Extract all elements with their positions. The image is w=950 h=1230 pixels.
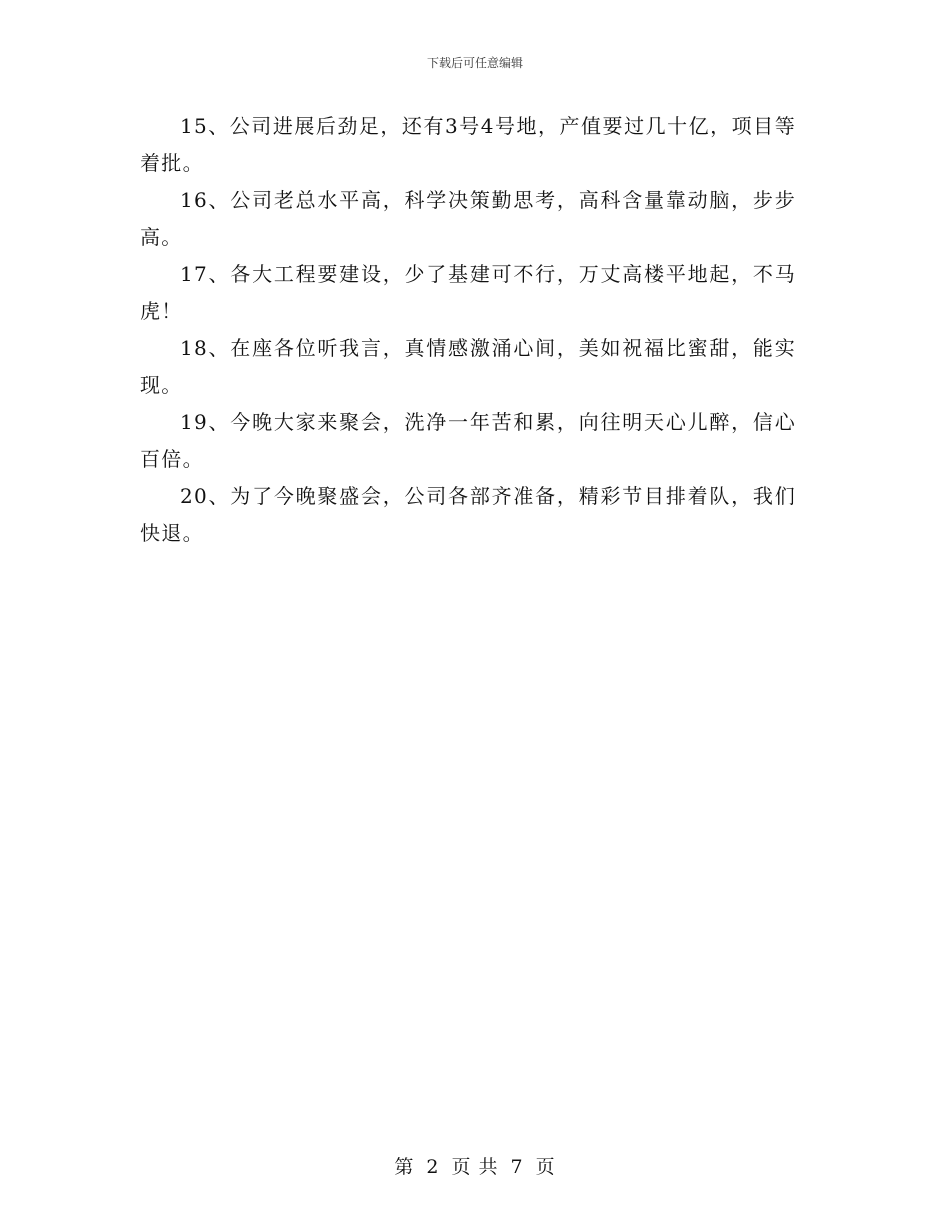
- header-note: 下载后可任意编辑: [426, 56, 523, 70]
- paragraph-19: 19、今晚大家来聚会，洗净一年苦和累，向往明天心儿醉，信心百倍。: [140, 410, 796, 471]
- footer-page-number: 2: [426, 1156, 440, 1178]
- document-body: [140, 108, 796, 552]
- paragraph-15: 15、公司进展后劲足，还有3号4号地，产值要过几十亿，项目等着批。: [140, 114, 796, 175]
- paragraph-17: 17、各大工程要建设，少了基建可不行，万丈高楼平地起，不马虎！: [140, 262, 796, 323]
- footer-total-pages: 7: [510, 1156, 524, 1178]
- footer-prefix: 第: [394, 1156, 415, 1178]
- footer-suffix: 页: [535, 1156, 556, 1178]
- paragraph-20: 20、为了今晚聚盛会，公司各部齐准备，精彩节目排着队，我们快退。: [140, 484, 796, 545]
- paragraph-16: 16、公司老总水平高，科学决策勤思考，高科含量靠动脑，步步高。: [140, 188, 796, 249]
- footer-middle: 页 共: [451, 1156, 499, 1178]
- page-footer: [0, 1152, 950, 1179]
- paragraph-18: 18、在座各位听我言，真情感激涌心间，美如祝福比蜜甜，能实现。: [140, 336, 796, 397]
